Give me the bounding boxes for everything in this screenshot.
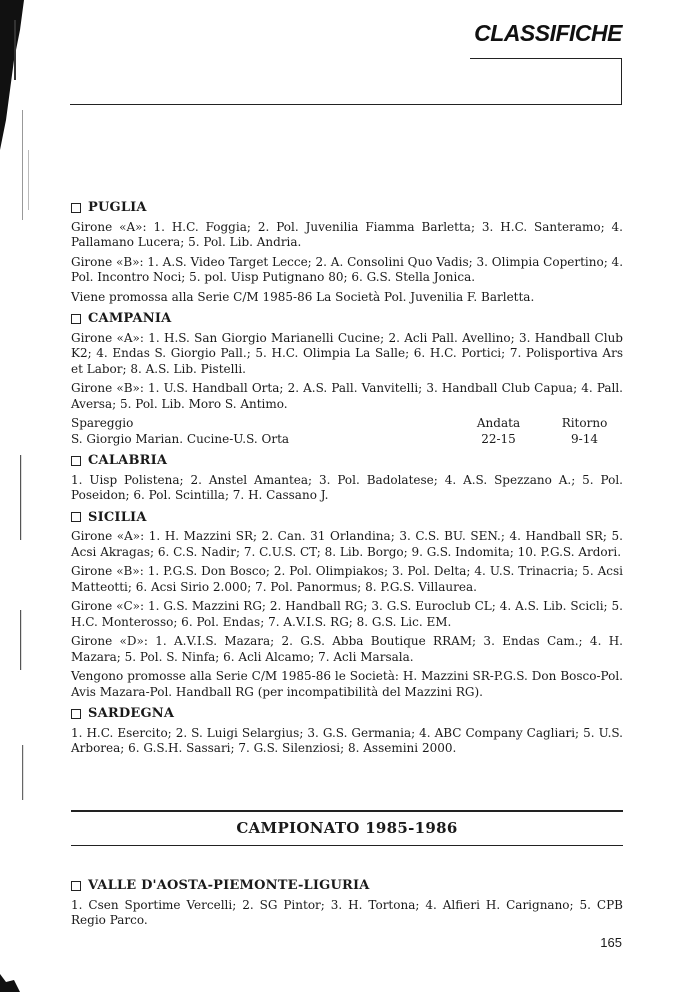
regional-standings bbox=[71, 194, 623, 761]
scan-binding-edge bbox=[0, 0, 40, 992]
section-title: VALLE D'AOSTA-PIEMONTE-LIGURIA bbox=[88, 878, 370, 893]
section-title: SICILIA bbox=[88, 509, 147, 525]
section-sicilia bbox=[71, 510, 623, 701]
section-heading bbox=[71, 200, 623, 216]
standings-paragraph: 1. Uisp Polistena; 2. Anstel Amantea; 3. Pol. Badolatese; 4. A.S. Spezzano A.; 5. Pol. Poseidon; 6. Pol. Scintilla; 7. H. Cassano J. bbox=[71, 472, 623, 502]
playoff-andata-score: 22-15 bbox=[481, 431, 516, 446]
section-calabria bbox=[71, 453, 623, 504]
checkbox-square-icon bbox=[71, 512, 81, 522]
standings-paragraph: Girone «D»: 1. A.V.I.S. Mazara; 2. G.S. Abba Boutique RRAM; 3. Endas Cam.; 4. H. Mazara; 5. Pol. S. Ninfa; 6. Acli Alcamo; 7. Acli Marsala. bbox=[71, 634, 623, 664]
section-heading bbox=[71, 510, 623, 526]
campionato-title: CAMPIONATO 1985-1986 bbox=[236, 819, 458, 837]
playoff-header-row bbox=[71, 416, 623, 432]
standings-paragraph: Girone «A»: 1. H.C. Foggia; 2. Pol. Juvenilia Fiamma Barletta; 3. H.C. Santeramo; 4. Pallamano Lucera; 5. Pol. Lib. Andria. bbox=[71, 219, 623, 249]
section-title: PUGLIA bbox=[88, 200, 147, 215]
header-title: CLASSIFICHE bbox=[474, 20, 622, 46]
section-title: SARDEGNA bbox=[88, 706, 175, 721]
checkbox-square-icon bbox=[71, 203, 81, 213]
campionato-rule-bottom bbox=[71, 845, 623, 846]
standings-paragraph: 1. H.C. Esercito; 2. S. Luigi Selargius; 3. G.S. Germania; 4. ABC Company Cagliari; 5. U.S. Arborea; 6. G.S.H. Sassari; 7. G.S. Silenziosi; 8. Assemini 2000. bbox=[71, 725, 623, 755]
checkbox-square-icon bbox=[71, 456, 81, 466]
section-campania bbox=[71, 311, 623, 447]
playoff-label: Spareggio bbox=[71, 416, 134, 430]
header-rule bbox=[70, 104, 622, 105]
campionato-standings bbox=[71, 872, 623, 933]
standings-paragraph: Girone «B»: 1. A.S. Video Target Lecce; 2. A. Consolini Quo Vadis; 3. Olimpia Copertino; 4. Pol. Incontro Noci; 5. pol. Uisp Putignano 80; 6. G.S. Stella Jonica. bbox=[71, 254, 624, 284]
playoff-col-ritorno: Ritorno bbox=[561, 416, 608, 430]
playoff-ritorno-score: 9-14 bbox=[571, 431, 598, 446]
standings-paragraph: Viene promossa alla Serie C/M 1985-86 La Società Pol. Juvenilia F. Barletta. bbox=[71, 289, 535, 304]
standings-paragraph: Girone «B»: 1. P.G.S. Don Bosco; 2. Pol. Olimpiakos; 3. Pol. Delta; 4. U.S. Trinacria; 5. Acsi Matteotti; 6. Acsi Sirio 2.000; 7. Pol. Panormus; 8. P.G.S. Villaurea. bbox=[71, 564, 623, 594]
playoff-table bbox=[71, 416, 623, 447]
section-heading bbox=[71, 706, 623, 722]
checkbox-square-icon bbox=[71, 881, 81, 891]
playoff-col-andata: Andata bbox=[476, 416, 521, 430]
section-puglia bbox=[71, 200, 623, 305]
standings-paragraph: Girone «C»: 1. G.S. Mazzini RG; 2. Handball RG; 3. G.S. Euroclub CL; 4. A.S. Lib. Scicli; 5. H.C. Monterosso; 6. Pol. Endas; 7. A.V.I.S. RG; 8. G.S. Lic. EM. bbox=[71, 599, 623, 629]
header-box-rule bbox=[470, 58, 622, 105]
checkbox-square-icon bbox=[71, 314, 81, 324]
section-sardegna bbox=[71, 706, 623, 757]
scan-corner-mark bbox=[0, 962, 30, 992]
standings-paragraph: Girone «A»: 1. H. Mazzini SR; 2. Can. 31 Orlandina; 3. C.S. BU. SEN.; 4. Handball SR; 5. Acsi Akragas; 6. C.S. Nadir; 7. C.U.S. CT; 8. Lib. Borgo; 9. G.S. Indomita; 10. P.G.S. Ardori. bbox=[71, 529, 623, 559]
standings-paragraph: 1. Csen Sportime Vercelli; 2. SG Pintor; 3. H. Tortona; 4. Alfieri H. Carignano; 5. CPB Regio Parco. bbox=[71, 897, 623, 927]
page-number: 165 bbox=[600, 935, 622, 950]
section-title: CALABRIA bbox=[88, 453, 168, 468]
section-heading bbox=[71, 311, 623, 327]
section-heading bbox=[71, 878, 623, 894]
standings-paragraph: Vengono promosse alla Serie C/M 1985-86 le Società: H. Mazzini SR-P.G.S. Don Bosco-Pol. Avis Mazara-Pol. Handball RG (per incompatibilità del Mazzini RG). bbox=[71, 669, 623, 699]
playoff-match-row bbox=[71, 432, 623, 448]
playoff-match: S. Giorgio Marian. Cucine-U.S. Orta bbox=[71, 431, 290, 446]
section-title: CAMPANIA bbox=[88, 311, 172, 326]
standings-paragraph: Girone «A»: 1. H.S. San Giorgio Marianelli Cucine; 2. Acli Pall. Avellino; 3. Handball Club K2; 4. Endas S. Giorgio Pall.; 5. H.C. Olimpia La Salle; 6. H.C. Portici; 7. Polisportiva Ars et Labor; 8. A.S. Lib. Pistelli. bbox=[71, 330, 623, 376]
standings-paragraph: Girone «B»: 1. U.S. Handball Orta; 2. A.S. Pall. Vanvitelli; 3. Handball Club Capua; 4. Pall. Aversa; 5. Pol. Lib. Moro S. Antimo. bbox=[71, 381, 623, 411]
campionato-rule-top bbox=[71, 810, 623, 812]
checkbox-square-icon bbox=[71, 709, 81, 719]
section-heading bbox=[71, 453, 623, 469]
